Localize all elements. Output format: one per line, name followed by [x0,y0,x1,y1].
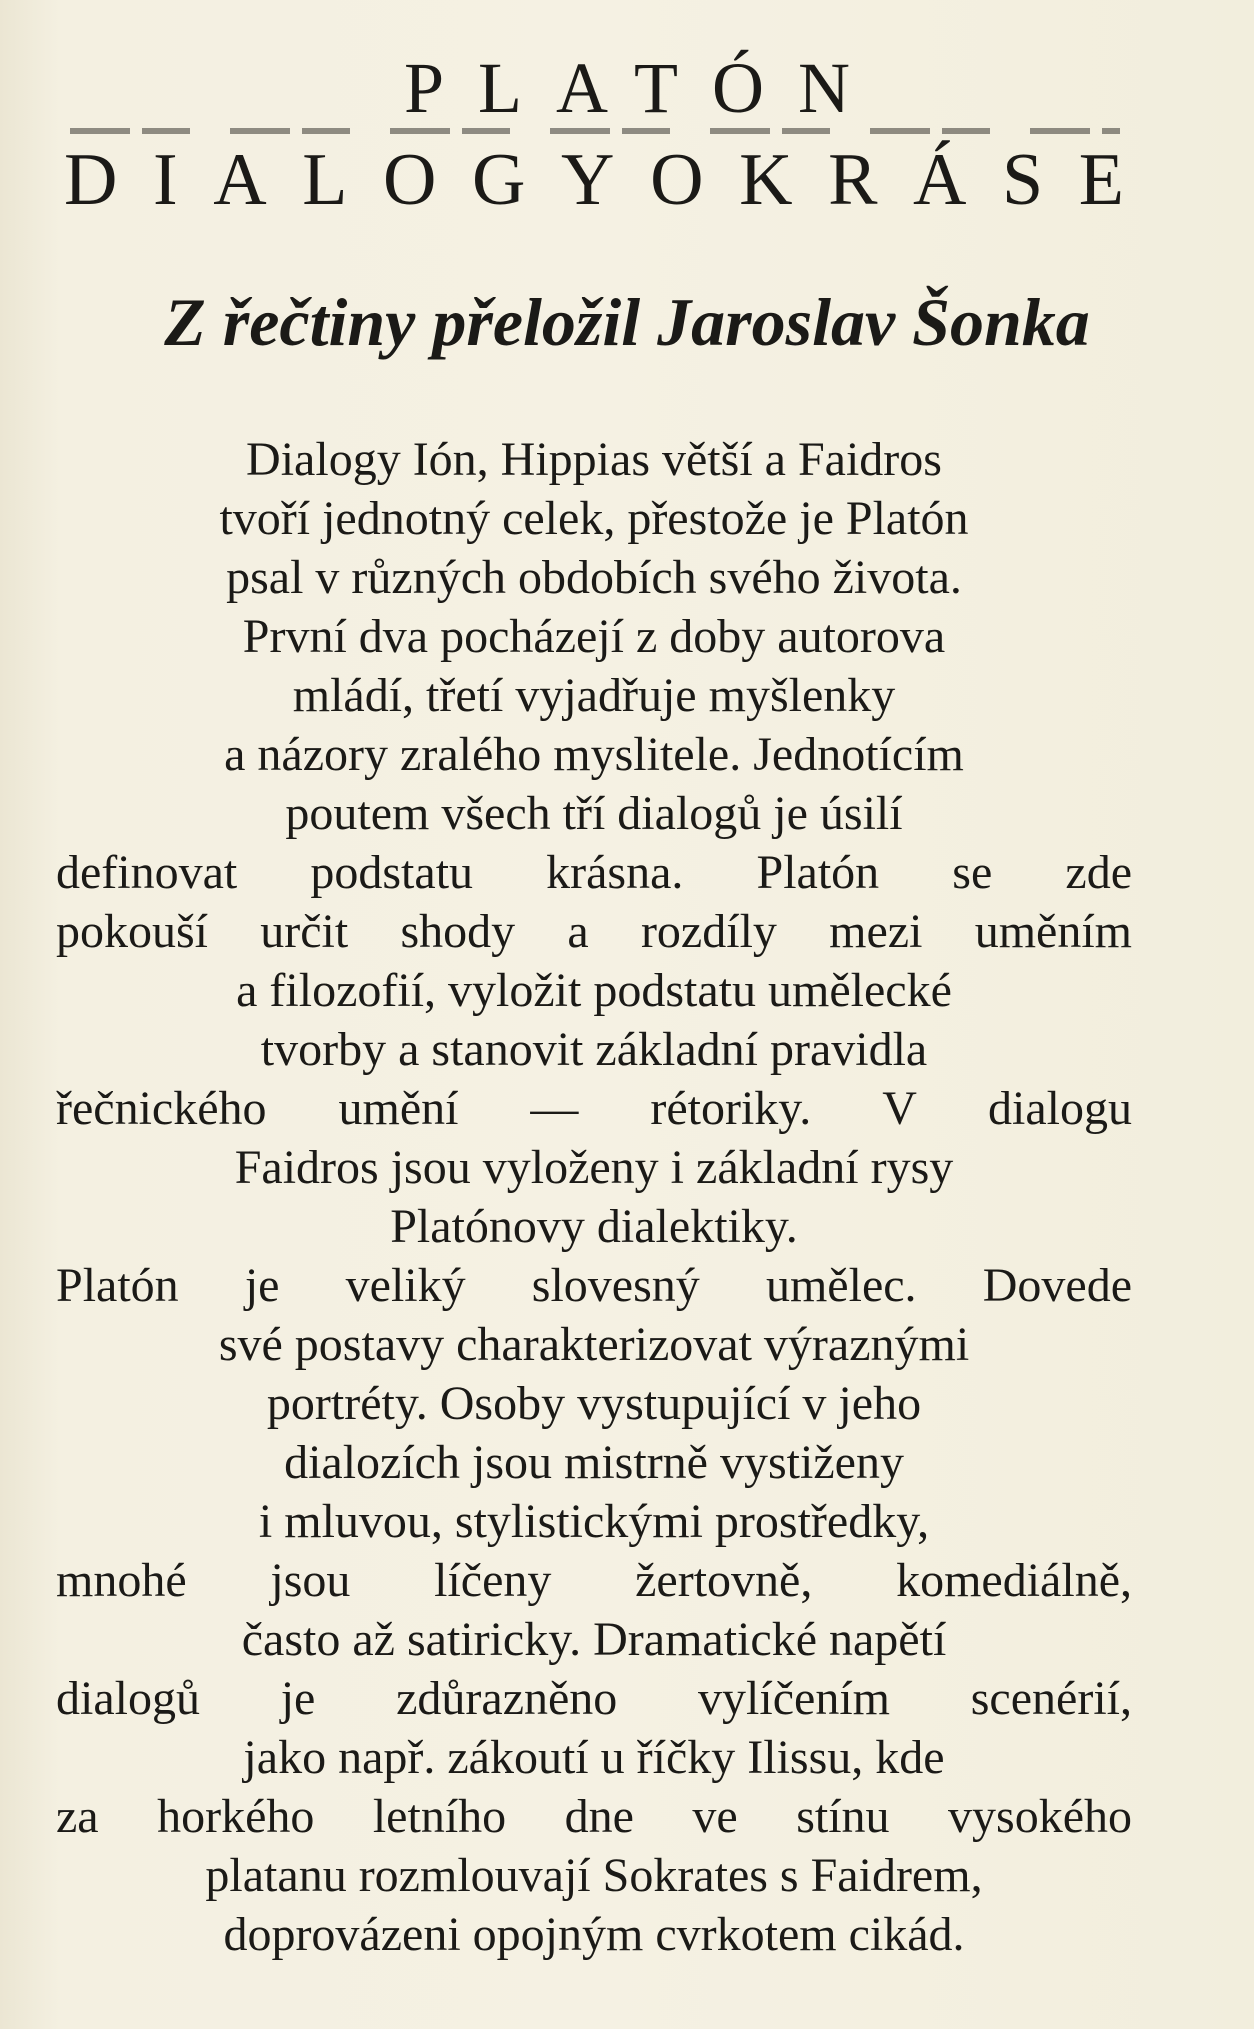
text-line: platanu rozmlouvají Sokrates s Faidrem, [205,1849,983,1902]
text-line: Dialogy Ión, Hippias větší a Faidros [246,433,942,486]
translator-credit: Z řečtiny přeložil Jaroslav Šonka [164,284,1090,360]
text-line: Platónovy dialektiky. [390,1200,798,1253]
title-letter: L [302,139,348,221]
title-letter: Y [561,139,615,221]
text-line: své postavy charakterizovat výraznými [218,1318,970,1371]
text-line: portréty. Osoby vystupující v jeho [266,1377,922,1430]
text-line: poutem všech tří dialogů je úsilí [285,787,903,840]
text-line: tvorby a stanovit základní pravidla [260,1023,928,1076]
text-line: psal v různých obdobích svého života. [226,551,962,604]
title-letter: K [739,139,793,221]
text-line: definovat podstatu krásna. Platón se zde [56,846,1132,899]
text-line: řečnického umění — rétoriky. V dialogu [56,1082,1132,1135]
title-letter: G [472,139,526,221]
text-line: a názory zralého myslitele. Jednotícím [224,728,964,781]
text-line: mládí, třetí vyjadřuje myšlenky [292,669,896,722]
text-line: První dva pocházejí z doby autorova [242,610,946,663]
text-line: pokouší určit shody a rozdíly mezi uměním [56,905,1132,958]
title-letter: O [383,139,437,221]
text-line: tvoří jednotný celek, přestože je Platón [219,492,969,545]
text-line: dialogů je zdůrazněno vylíčením scenérií, [56,1672,1132,1725]
text-line: jako např. zákoutí u říčky Ilissu, kde [243,1731,945,1784]
title-letter: S [1002,139,1044,221]
text-line: často až satiricky. Dramatické napětí [241,1613,947,1666]
title-letter: I [153,139,178,221]
title-letter: Á [913,139,967,221]
text-line: Faidros jsou vyloženy i základní rysy [234,1141,954,1194]
author-name: PLATÓN [403,48,884,128]
text-line: dialozích jsou mistrně vystiženy [284,1436,904,1489]
blurb-text [56,430,1132,1964]
title-rule [70,128,1120,134]
text-line: Platón je veliký slovesný umělec. Dovede [56,1259,1132,1312]
title-letter: R [828,139,878,221]
text-line: doprovázeni opojným cvrkotem cikád. [223,1908,965,1961]
book-title [64,140,1124,220]
title-letter: E [1078,139,1124,221]
title-letter: O [650,139,704,221]
text-line: i mluvou, stylistickými prostředky, [258,1495,930,1548]
text-line: za horkého letního dne ve stínu vysokého [56,1790,1132,1843]
text-line: a filozofií, vyložit podstatu umělecké [236,964,952,1017]
title-letter: A [213,139,267,221]
title-letter: D [64,139,118,221]
text-line: mnohé jsou líčeny žertovně, komediálně, [56,1554,1132,1607]
